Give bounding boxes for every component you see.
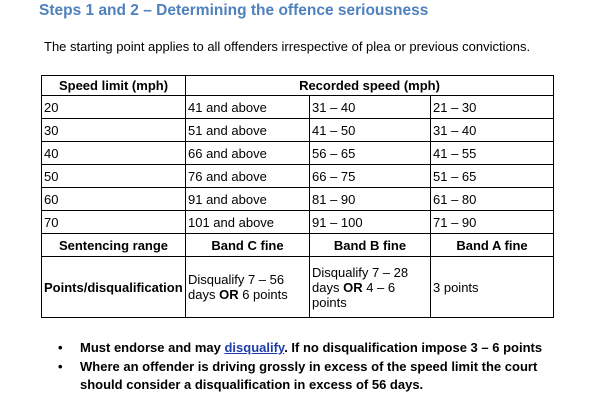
recorded-speed-header: Recorded speed (mph): [186, 76, 554, 96]
table-row: [42, 165, 554, 188]
note-text: Must endorse and may: [80, 340, 225, 355]
table-cell: 41 – 55: [431, 142, 554, 165]
table-cell: 91 – 100: [310, 211, 431, 234]
notes-list: [58, 339, 568, 395]
band-b-points-text: Disqualify 7 – 28 days: [312, 264, 409, 295]
table-cell: 56 – 65: [310, 142, 431, 165]
table-cell: 50: [42, 165, 186, 188]
table-header-row: [42, 76, 554, 96]
disqualify-link[interactable]: disqualify: [224, 340, 285, 355]
table-row: [42, 96, 554, 119]
table-cell: 21 – 30: [431, 96, 554, 119]
list-item: [58, 358, 568, 394]
table-cell: 66 and above: [186, 142, 310, 165]
or-emphasis: OR: [219, 287, 239, 302]
table-cell: 40: [42, 142, 186, 165]
table-cell: 41 – 50: [310, 119, 431, 142]
band-a-points: 3 points: [431, 257, 554, 318]
table-cell: 66 – 75: [310, 165, 431, 188]
table-cell: 101 and above: [186, 211, 310, 234]
band-c-header: Band C fine: [186, 234, 310, 257]
band-b-points: [310, 257, 431, 318]
speed-limit-header: Speed limit (mph): [42, 76, 186, 96]
table-cell: 70: [42, 211, 186, 234]
table-cell: 41 and above: [186, 96, 310, 119]
table-cell: 31 – 40: [310, 96, 431, 119]
bullet-icon: •: [58, 340, 63, 355]
band-c-points: [186, 257, 310, 318]
note-text: . If no disqualification impose 3 – 6 points: [284, 340, 543, 355]
points-label: Points/disqualification: [42, 257, 186, 318]
table-cell: 81 – 90: [310, 188, 431, 211]
intro-text: The starting point applies to all offenders irrespective of plea or previous convictions.: [44, 39, 531, 54]
band-b-points-text: 4 – 6 points: [312, 279, 396, 310]
table-cell: 71 – 90: [431, 211, 554, 234]
table-cell: 91 and above: [186, 188, 310, 211]
sentencing-range-row: [42, 234, 554, 257]
table-cell: 30: [42, 119, 186, 142]
points-row: [42, 257, 554, 318]
table-row: [42, 188, 554, 211]
band-a-header: Band A fine: [431, 234, 554, 257]
table-row: [42, 119, 554, 142]
sentencing-range-label: Sentencing range: [42, 234, 186, 257]
table-row: [42, 142, 554, 165]
band-c-points-text: Disqualify 7 – 56 days: [188, 272, 285, 302]
table-cell: 61 – 80: [431, 188, 554, 211]
table-cell: 31 – 40: [431, 119, 554, 142]
bullet-icon: •: [58, 359, 63, 374]
table-cell: 51 – 65: [431, 165, 554, 188]
note-text: Where an offender is driving grossly in excess of the speed limit the court should consider a disqualification in excess of 56 days.: [80, 359, 538, 392]
table-cell: 51 and above: [186, 119, 310, 142]
speeding-table: [41, 75, 554, 318]
table-cell: 76 and above: [186, 165, 310, 188]
list-item: [58, 339, 568, 357]
page-heading: Steps 1 and 2 – Determining the offence seriousness: [39, 2, 429, 19]
table-cell: 20: [42, 96, 186, 119]
table-cell: 60: [42, 188, 186, 211]
or-emphasis: OR: [343, 279, 363, 295]
band-c-points-text: 6 points: [238, 287, 288, 302]
band-b-header: Band B fine: [310, 234, 431, 257]
table-row: [42, 211, 554, 234]
